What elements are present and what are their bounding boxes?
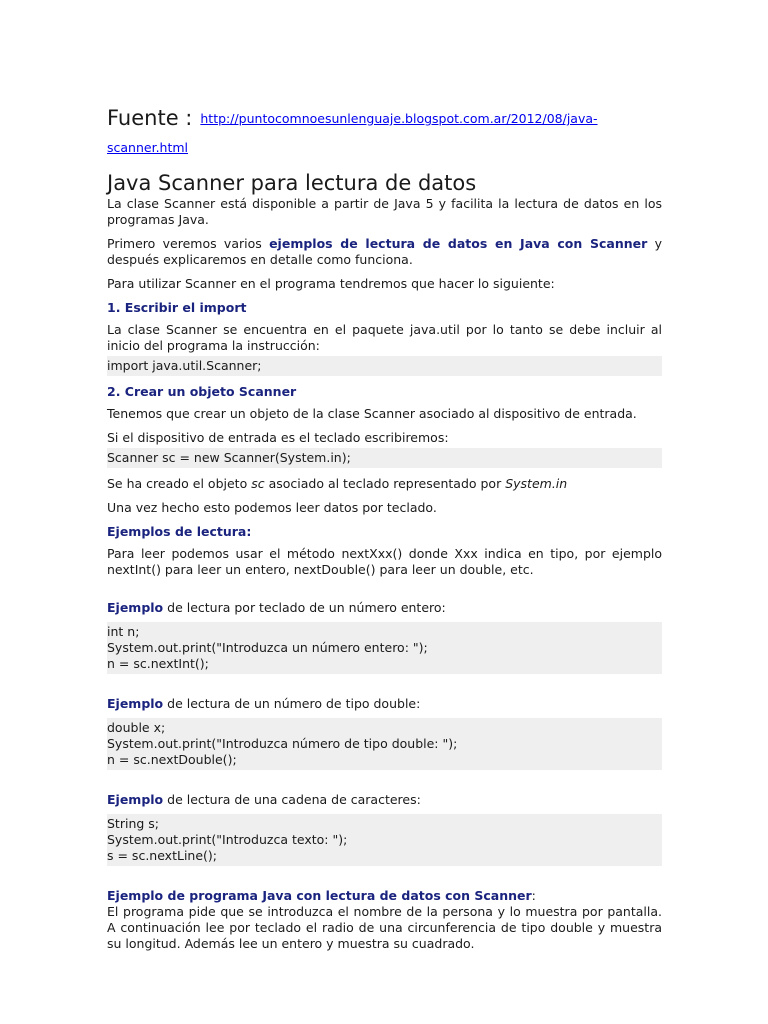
system-in-italic: System.in (505, 476, 568, 491)
examples-link[interactable]: ejemplos de lectura de datos en Java con Scanner (269, 236, 648, 251)
spacer (107, 874, 662, 888)
import-code-block: import java.util.Scanner; (107, 356, 662, 376)
example3-keyword: Ejemplo (107, 792, 164, 807)
source-label: Fuente : (107, 106, 193, 130)
examples-text: Para leer podemos usar el método nextXxx() donde Xxx indica en tipo, por ejemplo nextInt() para leer un entero, nextDouble() para leer un double, etc. (107, 546, 662, 577)
step1-text: La clase Scanner se encuentra en el paquete java.util por lo tanto se debe incluir al inicio del programa la instrucción: (107, 322, 662, 353)
spacer (107, 586, 662, 600)
created-before: Se ha creado el objeto (107, 476, 252, 491)
program-heading: Ejemplo de programa Java con lectura de datos con Scanner (107, 888, 532, 903)
step2-text2: Si el dispositivo de entrada es el teclado escribiremos: (107, 430, 449, 445)
program-description: El programa pide que se introduzca el nombre de la persona y lo muestra por pantalla. A continuación lee por teclado el radio de una circunferencia de tipo double y muestra su longitud. Además lee un entero y muestra su cuadrado. (107, 904, 662, 951)
example2-label (107, 696, 662, 712)
example1-keyword: Ejemplo (107, 600, 164, 615)
program-heading-line (107, 888, 662, 904)
step2-heading: 2. Crear un objeto Scanner (107, 384, 297, 399)
example2-code-block: double x; System.out.print("Introduzca número de tipo double: "); n = sc.nextDouble(); (107, 718, 662, 770)
source-line (107, 104, 662, 162)
scanner-code-block: Scanner sc = new Scanner(System.in); (107, 448, 662, 468)
example1-text: de lectura por teclado de un número entero: (163, 600, 446, 615)
example1-code-block: int n; System.out.print("Introduzca un número entero: "); n = sc.nextInt(); (107, 622, 662, 674)
step2-text1: Tenemos que crear un objeto de la clase Scanner asociado al dispositivo de entrada. (107, 406, 637, 421)
example2-text: de lectura de un número de tipo double: (163, 696, 421, 711)
created-object-text (107, 476, 662, 492)
usage-intro: Para utilizar Scanner en el programa tendremos que hacer lo siguiente: (107, 276, 555, 291)
program-heading-colon: : (531, 888, 536, 903)
intro-paragraph: La clase Scanner está disponible a partir de Java 5 y facilita la lectura de datos en los programas Java. (107, 196, 662, 227)
first-paragraph-before: Primero veremos varios (107, 236, 270, 251)
example3-label (107, 792, 662, 808)
step2-text3: Una vez hecho esto podemos leer datos por teclado. (107, 500, 437, 515)
example1-label (107, 600, 662, 616)
examples-heading: Ejemplos de lectura: (107, 524, 252, 539)
page-title: Java Scanner para lectura de datos (107, 171, 477, 195)
example2-keyword: Ejemplo (107, 696, 164, 711)
created-mid: asociado al teclado representado por (264, 476, 506, 491)
document-content (107, 104, 662, 960)
spacer (107, 682, 662, 696)
sc-italic: sc (251, 476, 265, 491)
source-link[interactable]: http://puntocomnoesunlenguaje.blogspot.com.ar/2012/08/java-scanner.html (107, 111, 598, 155)
first-paragraph-after: y después explicaremos en detalle como funciona. (107, 236, 662, 267)
first-paragraph (107, 236, 662, 268)
example3-text: de lectura de una cadena de caracteres: (163, 792, 421, 807)
step1-heading: 1. Escribir el import (107, 300, 247, 315)
example3-code-block: String s; System.out.print("Introduzca texto: "); s = sc.nextLine(); (107, 814, 662, 866)
spacer (107, 778, 662, 792)
